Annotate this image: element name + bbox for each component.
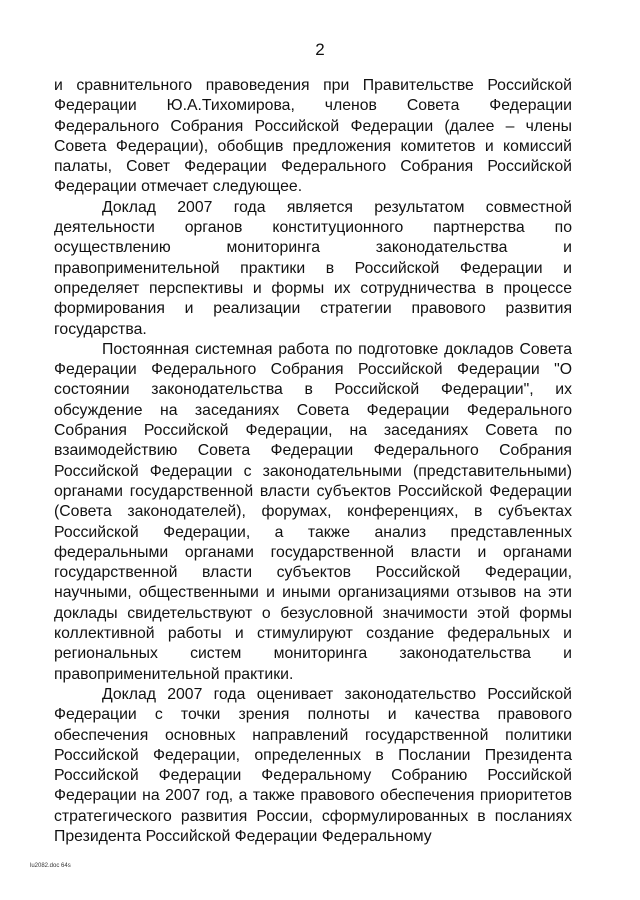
paragraph-4: Доклад 2007 года оценивает законодательство Российской Федерации с точки зрения полноты и качества правового обеспечения основных направлений государственной политики Российской Федерации, определенных в Послании Президента Российской Федерации Федеральному Собранию Российской Федерации на 2007 год, а также правового обеспечения приоритетов стратегического развития России, сформулированных в посланиях Президента Российской Федерации Федеральному (54, 685, 572, 845)
paragraph-3: Постоянная системная работа по подготовке докладов Совета Федерации Федерального Собрания Российской Федерации "О состоянии законодательства в Российской Федерации", их обсуждение на заседаниях Совета Федерации Федерального Собрания Российской Федерации, на заседаниях Совета по взаимодействию Совета Федерации Федерального Собрания Российской Федерации с законодательными (представительными) органами государственной власти субъектов Российской Федерации (Совета законодателей), форумах, конференциях, в субъектах Российской Федерации, а также анализ представленных федеральными органами государственной власти и органами государственной власти субъектов Российской Федерации, научными, общественными и иными организациями отзывов на эти доклады свидетельствуют о безусловной значимости этой формы коллективной работы и стимулируют создание федеральных и региональных систем мониторинга законодательства и правоприменительной практики. (54, 340, 572, 683)
page-number: 2 (315, 40, 325, 59)
paragraph-2: Доклад 2007 года является результатом совместной деятельности органов конституционного партнерства по осуществлению мониторинга законодательства и правоприменительной практики в Российской Федерации и определяет перспективы и формы их сотрудничества в процессе формирования и реализации стратегии правового развития государства. (54, 198, 572, 338)
document-body (54, 76, 572, 847)
document-footer-code: lu2082.doc 64s (30, 863, 71, 869)
paragraph-1: и сравнительного правоведения при Правительстве Российской Федерации Ю.А.Тихомирова, членов Совета Федерации Федерального Собрания Российской Федерации (далее – члены Совета Федерации), обобщив предложения комитетов и комиссий палаты, Совет Федерации Федерального Собрания Российской Федерации отмечает следующее. (54, 77, 572, 196)
